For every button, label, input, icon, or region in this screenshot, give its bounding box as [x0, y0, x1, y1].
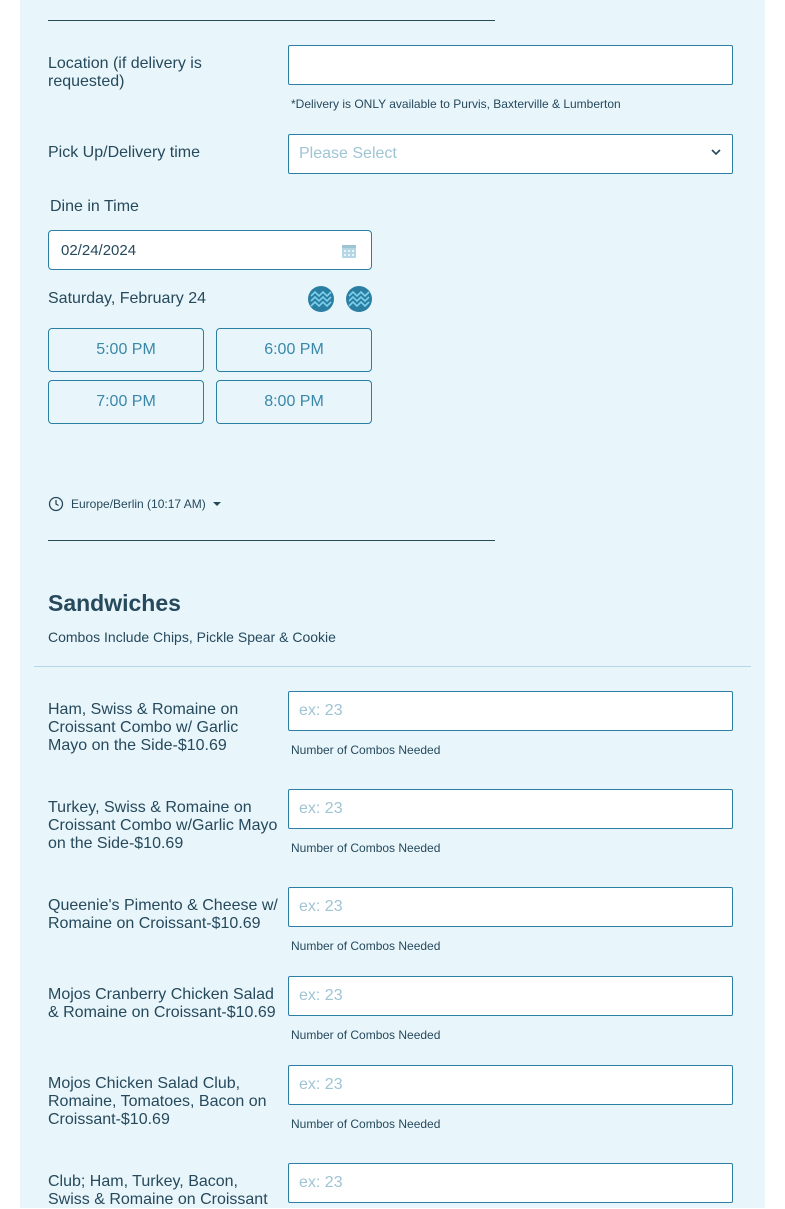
timezone-selector[interactable]	[48, 496, 222, 512]
item-label: Ham, Swiss & Romaine on Croissant Combo w/ Garlic Mayo on the Side-$10.69	[48, 701, 239, 754]
previous-day-button[interactable]	[307, 285, 335, 313]
time-slot[interactable]: 7:00 PM	[48, 380, 204, 424]
section-divider	[34, 666, 751, 667]
date-input[interactable]	[48, 230, 372, 270]
item-label: Turkey, Swiss & Romaine on Croissant Combo w/Garlic Mayo on the Side-$10.69	[48, 799, 278, 852]
item-label: Queenie's Pimento & Cheese w/ Romaine on Croissant-$10.69	[48, 897, 278, 932]
pickup-select-value: Please Select	[299, 145, 397, 162]
time-slot[interactable]: 6:00 PM	[216, 328, 372, 372]
day-heading: Saturday, February 24	[48, 290, 207, 307]
item-help: Number of Combos Needed	[291, 939, 441, 953]
timezone-label: Europe/Berlin (10:17 AM)	[71, 497, 206, 511]
item-help: Number of Combos Needed	[291, 1117, 441, 1131]
delivery-note: *Delivery is ONLY available to Purvis, Baxterville & Lumberton	[291, 97, 621, 111]
next-day-button[interactable]	[345, 285, 373, 313]
item-quantity-input[interactable]	[288, 691, 733, 731]
item-quantity-input[interactable]	[288, 976, 733, 1016]
pickup-select[interactable]	[288, 134, 733, 174]
clock-icon	[48, 496, 64, 512]
item-label: Mojos Cranberry Chicken Salad & Romaine on Croissant-$10.69	[48, 986, 276, 1021]
item-quantity-input[interactable]	[288, 1163, 733, 1203]
calendar-icon	[341, 243, 357, 259]
item-help: Number of Combos Needed	[291, 841, 441, 855]
divider-top	[48, 20, 495, 21]
location-label: Location (if delivery is requested)	[48, 55, 202, 90]
time-slot[interactable]: 8:00 PM	[216, 380, 372, 424]
caret-down-icon	[212, 499, 222, 509]
item-label: Mojos Chicken Salad Club, Romaine, Tomatoes, Bacon on Croissant-$10.69	[48, 1075, 267, 1128]
item-quantity-input[interactable]	[288, 887, 733, 927]
item-quantity-input[interactable]	[288, 1065, 733, 1105]
chevron-down-icon	[709, 145, 723, 159]
item-help: Number of Combos Needed	[291, 1028, 441, 1042]
section-description: Combos Include Chips, Pickle Spear & Cookie	[48, 629, 336, 645]
time-slot[interactable]: 5:00 PM	[48, 328, 204, 372]
location-input[interactable]	[288, 45, 733, 85]
pickup-label: Pick Up/Delivery time	[48, 144, 201, 161]
item-label: Club; Ham, Turkey, Bacon, Swiss & Romaine on Croissant	[48, 1173, 268, 1208]
item-quantity-input[interactable]	[288, 789, 733, 829]
divider-dine	[48, 540, 495, 541]
item-help: Number of Combos Needed	[291, 743, 441, 757]
date-value: 02/24/2024	[61, 242, 137, 259]
section-title: Sandwiches	[48, 590, 181, 616]
dine-label: Dine in Time	[50, 198, 139, 215]
